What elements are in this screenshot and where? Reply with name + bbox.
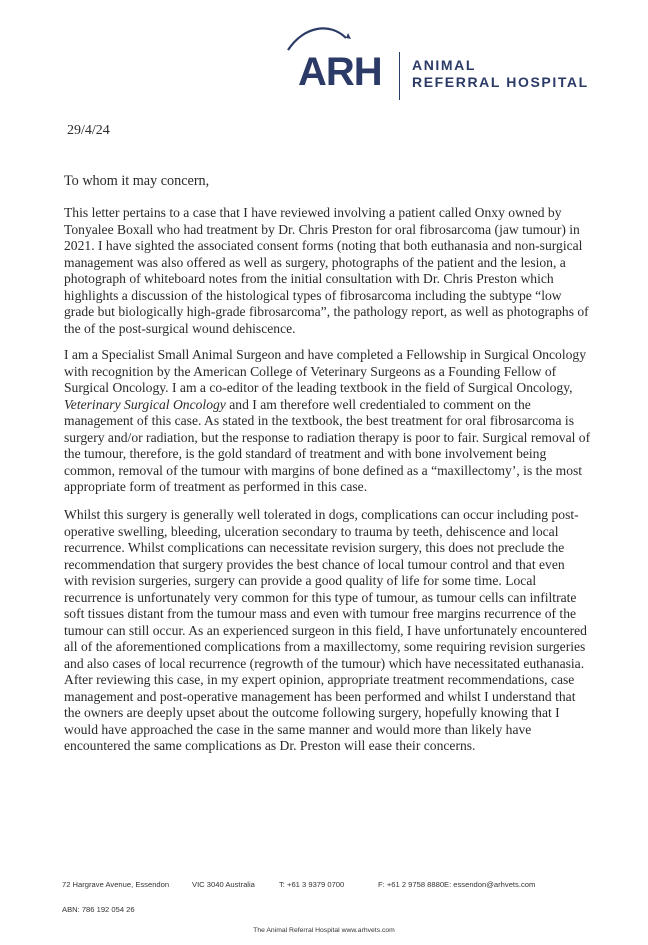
footer-fax: F: +61 2 9758 8880: [378, 880, 445, 889]
letter-paragraph-1: This letter pertains to a case that I have reviewed involving a patient called Onxy owned by Tonyalee Boxall who had treatment by Dr. Chris Preston for oral fibrosarcoma (jaw tumour) in 2021. I have sighted the associated consent forms (noting that both euthanasia and non-surgical management was also offered as well as surgery, photographs of the patient and the lesion, a photograph of whiteboard notes from the initial consultation with Dr. Chris Preston which highlights a discussion of the histological types of fibrosarcoma including the subtype “low grade but biologically high-grade fibrosarcoma”, the pathology report, as well as photographs of the of the post-surgical wound dehiscence.: [64, 205, 589, 336]
letter-salutation: To whom it may concern,: [64, 173, 210, 189]
logo-mark-text: ARH: [298, 50, 382, 94]
letter-paragraph-3: Whilst this surgery is generally well tolerated in dogs, complications can occur including post-operative swelling, bleeding, ulceration secondary to trauma by teeth, dehiscence and local recurrence. Whilst complications can necessitate revision surgery, this does not preclude the recommendation that surgery provides the best chance of local tumour control and that even with revision surgeries, surgery can provide a good quality of life for some time. Local recurrence is unfortunately very common for this type of tumour, as tumour cells can infiltrate soft tissues distant from the tumour mass and even with tumour free margins recurrence of the tumour can still occur. As an experienced surgeon in this field, I have unfortunately encountered all of the aforementioned complications from a maxillectomy, some requiring revision surgeries and also cases of local recurrence (regrowth of the tumour) which have necessitated euthanasia. After reviewing this case, in my expert opinion, appropriate treatment recommendations, case management and post-operative management has been performed and whilst I understand that the owners are deeply upset about the outcome following surgery, hopefully knowing that I would have approached the case in the same manner and would more than likely have encountered the same complications as Dr. Preston will ease their concerns.: [64, 507, 587, 753]
paragraph-2-text-after: and I am therefore well credentialed to comment on the management of this case. As stated in the textbook, the best treatment for oral fibrosarcoma is surgery and/or radiation, but the response to radiation therapy is poor to fair. Surgical removal of the tumour, therefore, is the gold standard of treatment and with bone involvement being common, removal of the tumour with margins of bone defined as a “maxillectomy’, is the most appropriate form of treatment as performed in this case.: [64, 396, 591, 494]
footer-state: VIC 3040 Australia: [192, 880, 255, 889]
footer-address: 72 Hargrave Avenue, Essendon: [62, 880, 170, 889]
footer-website: The Animal Referral Hospital www.arhvets.com: [253, 927, 395, 934]
footer-telephone: T: +61 3 9379 0700: [279, 880, 345, 889]
letter-paragraph-2: [64, 347, 592, 496]
logo-divider: [399, 52, 400, 100]
letter-date: 29/4/24: [67, 123, 110, 138]
footer-abn: ABN: 786 192 054 26: [62, 905, 135, 914]
paragraph-2-text-before: I am a Specialist Small Animal Surgeon and have completed a Fellowship in Surgical Oncology with recognition by the American College of Veterinary Surgeons as a Founding Fellow of Surgical Oncology. I am a co-editor of the leading textbook in the field of Surgical Oncology,: [64, 347, 587, 395]
hospital-logo: [282, 24, 612, 94]
logo-line-animal: ANIMAL: [412, 57, 477, 73]
footer-email: E: essendon@arhvets.com: [444, 880, 536, 889]
textbook-title: Veterinary Surgical Oncology: [64, 396, 226, 412]
logo-line-referral-hospital: REFERRAL HOSPITAL: [412, 74, 589, 90]
